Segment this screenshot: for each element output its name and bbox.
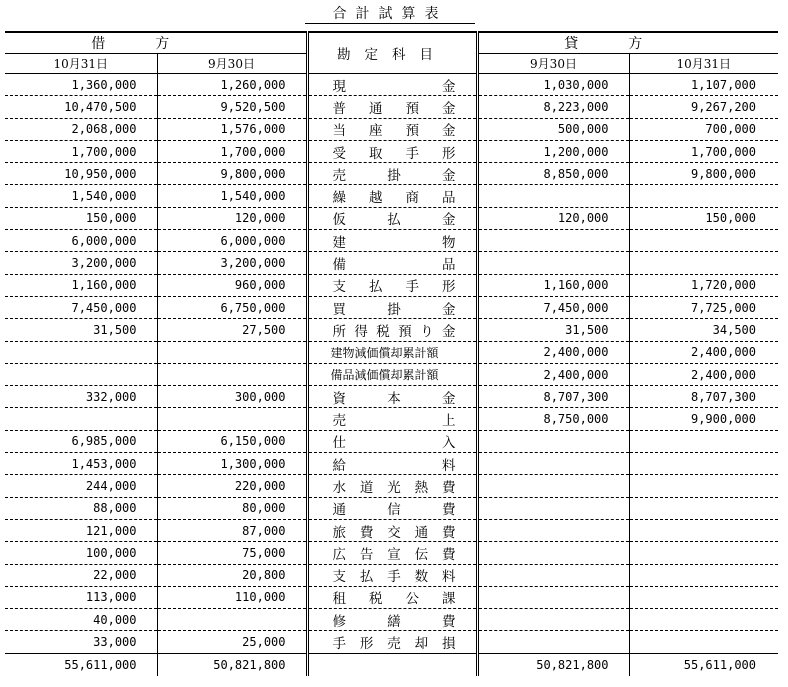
debit-sep30-cell: 6,000,000 (157, 230, 307, 252)
credit-date-sep30: 9月30日 (477, 54, 629, 74)
credit-oct31-cell: 1,700,000 (629, 140, 778, 162)
credit-sep30-cell: 1,030,000 (477, 74, 629, 96)
table-row (5, 363, 778, 385)
account-name: 買 掛 金 (332, 301, 456, 318)
debit-oct31-cell: 100,000 (5, 542, 157, 564)
account-name: 仮 払 金 (332, 212, 456, 229)
credit-oct31-cell: 2,400,000 (629, 363, 778, 385)
account-name-cell (307, 542, 477, 564)
debit-sep30-cell (157, 609, 307, 631)
credit-sep30-cell (477, 230, 629, 252)
table-row (5, 319, 778, 341)
credit-sep30-cell (477, 497, 629, 519)
table-row (5, 96, 778, 118)
account-name: 旅 費 交 通 費 (332, 524, 456, 541)
credit-sep30-cell: 8,750,000 (477, 408, 629, 430)
debit-oct31-cell: 113,000 (5, 586, 157, 608)
account-name: 備品減価償却累計額 (330, 368, 439, 382)
table-row (5, 118, 778, 140)
debit-oct31-cell: 121,000 (5, 519, 157, 541)
credit-oct31-cell: 9,900,000 (629, 408, 778, 430)
debit-sep30-cell: 6,750,000 (157, 296, 307, 318)
table-row (5, 564, 778, 586)
debit-oct31-cell: 150,000 (5, 207, 157, 229)
debit-oct31-cell: 10,950,000 (5, 163, 157, 185)
account-name-cell (307, 363, 477, 385)
account-name-cell (307, 319, 477, 341)
account-name: 資 本 金 (332, 390, 456, 407)
account-name: 仕 入 (332, 435, 456, 452)
credit-oct31-cell: 34,500 (629, 319, 778, 341)
account-name: 支 払 手 形 (332, 279, 456, 296)
credit-date-oct31: 10月31日 (629, 54, 778, 74)
debit-date-oct31: 10月31日 (5, 54, 157, 74)
account-name-cell (307, 118, 477, 140)
credit-sep30-cell: 2,400,000 (477, 341, 629, 363)
account-name: 当 座 預 金 (332, 123, 456, 140)
table-row (5, 296, 778, 318)
account-name-cell (307, 430, 477, 452)
table-row (5, 163, 778, 185)
credit-sep30-cell (477, 475, 629, 497)
credit-sep30-cell: 31,500 (477, 319, 629, 341)
table-row (5, 252, 778, 274)
account-name-cell (307, 230, 477, 252)
account-name-cell (307, 497, 477, 519)
table-row (5, 586, 778, 608)
debit-oct31-cell: 88,000 (5, 497, 157, 519)
credit-sep30-cell: 2,400,000 (477, 363, 629, 385)
account-name-cell (307, 386, 477, 408)
account-name-cell (307, 163, 477, 185)
account-name-cell (307, 631, 477, 653)
account-name-cell (307, 274, 477, 296)
account-name-cell (307, 140, 477, 162)
debit-sep30-cell (157, 408, 307, 430)
debit-oct31-cell (5, 341, 157, 363)
credit-oct31-cell: 700,000 (629, 118, 778, 140)
table-row (5, 408, 778, 430)
credit-oct31-cell: 9,800,000 (629, 163, 778, 185)
credit-oct31-cell (629, 453, 778, 475)
debit-oct31-cell: 1,160,000 (5, 274, 157, 296)
credit-sep30-cell (477, 519, 629, 541)
credit-oct31-cell: 9,267,200 (629, 96, 778, 118)
account-name-cell (307, 74, 477, 96)
account-name: 受 取 手 形 (332, 145, 456, 162)
table-row (5, 74, 778, 96)
debit-sep30-cell: 6,150,000 (157, 430, 307, 452)
credit-oct31-cell: 1,720,000 (629, 274, 778, 296)
credit-sep30-cell (477, 185, 629, 207)
table-row (5, 542, 778, 564)
credit-oct31-cell: 8,707,300 (629, 386, 778, 408)
debit-oct31-cell: 40,000 (5, 609, 157, 631)
credit-oct31-cell: 1,107,000 (629, 74, 778, 96)
account-name: 通 信 費 (332, 502, 456, 519)
debit-oct31-cell: 3,200,000 (5, 252, 157, 274)
debit-sep30-cell: 20,800 (157, 564, 307, 586)
credit-oct31-cell (629, 519, 778, 541)
total-debit-oct31: 55,611,000 (5, 653, 157, 675)
debit-oct31-cell (5, 408, 157, 430)
account-name: 広 告 宣 伝 費 (332, 546, 456, 563)
debit-oct31-cell (5, 363, 157, 385)
credit-oct31-cell (629, 609, 778, 631)
credit-sep30-cell: 7,450,000 (477, 296, 629, 318)
debit-sep30-cell (157, 341, 307, 363)
debit-sep30-cell: 9,520,500 (157, 96, 307, 118)
credit-sep30-cell: 8,850,000 (477, 163, 629, 185)
account-name: 水 道 光 熱 費 (332, 479, 456, 496)
total-credit-sep30: 50,821,800 (477, 653, 629, 675)
table-row (5, 140, 778, 162)
table-row (5, 609, 778, 631)
credit-oct31-cell (629, 430, 778, 452)
credit-sep30-cell: 1,160,000 (477, 274, 629, 296)
debit-oct31-cell: 332,000 (5, 386, 157, 408)
debit-sep30-cell: 1,700,000 (157, 140, 307, 162)
debit-sep30-cell: 75,000 (157, 542, 307, 564)
debit-oct31-cell: 33,000 (5, 631, 157, 653)
account-name-cell (307, 207, 477, 229)
credit-oct31-cell: 7,725,000 (629, 296, 778, 318)
account-name-cell (307, 519, 477, 541)
table-row (5, 430, 778, 452)
debit-oct31-cell: 1,540,000 (5, 185, 157, 207)
credit-oct31-cell (629, 631, 778, 653)
page-title: 合計試算表 (305, 4, 475, 24)
debit-sep30-cell: 1,576,000 (157, 118, 307, 140)
debit-sep30-cell: 110,000 (157, 586, 307, 608)
account-name: 普 通 預 金 (332, 100, 456, 117)
total-credit-oct31: 55,611,000 (629, 653, 778, 675)
account-name: 給 料 (332, 457, 456, 474)
account-name: 手 形 売 却 損 (332, 636, 456, 653)
table-row (5, 274, 778, 296)
debit-oct31-cell: 31,500 (5, 319, 157, 341)
debit-sep30-cell: 300,000 (157, 386, 307, 408)
account-name: 建 物 (332, 234, 456, 251)
credit-sep30-cell: 8,707,300 (477, 386, 629, 408)
account-name-cell (307, 586, 477, 608)
debit-oct31-cell: 22,000 (5, 564, 157, 586)
debit-oct31-cell: 1,700,000 (5, 140, 157, 162)
table-row (5, 519, 778, 541)
account-name-cell (307, 296, 477, 318)
credit-header: 貸方 (477, 32, 778, 54)
debit-sep30-cell (157, 363, 307, 385)
table-body (5, 74, 778, 676)
account-name-cell (307, 252, 477, 274)
debit-oct31-cell: 6,000,000 (5, 230, 157, 252)
credit-sep30-cell: 500,000 (477, 118, 629, 140)
credit-sep30-cell (477, 631, 629, 653)
debit-oct31-cell: 10,470,500 (5, 96, 157, 118)
credit-oct31-cell (629, 230, 778, 252)
account-name-cell (307, 453, 477, 475)
table-row (5, 475, 778, 497)
debit-oct31-cell: 1,360,000 (5, 74, 157, 96)
account-name-cell (307, 475, 477, 497)
debit-oct31-cell: 7,450,000 (5, 296, 157, 318)
account-header: 勘定科目 (307, 32, 477, 74)
debit-oct31-cell: 1,453,000 (5, 453, 157, 475)
debit-sep30-cell: 25,000 (157, 631, 307, 653)
credit-oct31-cell (629, 497, 778, 519)
credit-oct31-cell: 2,400,000 (629, 341, 778, 363)
credit-sep30-cell (477, 564, 629, 586)
account-name-cell (307, 408, 477, 430)
table-row (5, 497, 778, 519)
account-name: 売 上 (332, 413, 456, 430)
account-name-cell (307, 185, 477, 207)
debit-sep30-cell: 9,800,000 (157, 163, 307, 185)
debit-sep30-cell: 1,260,000 (157, 74, 307, 96)
debit-sep30-cell: 87,000 (157, 519, 307, 541)
account-name: 売 掛 金 (332, 167, 456, 184)
credit-oct31-cell: 150,000 (629, 207, 778, 229)
credit-sep30-cell (477, 609, 629, 631)
credit-sep30-cell: 8,223,000 (477, 96, 629, 118)
debit-sep30-cell: 1,300,000 (157, 453, 307, 475)
total-debit-sep30: 50,821,800 (157, 653, 307, 675)
credit-oct31-cell (629, 542, 778, 564)
debit-oct31-cell: 6,985,000 (5, 430, 157, 452)
totals-row (5, 653, 778, 675)
debit-oct31-cell: 2,068,000 (5, 118, 157, 140)
account-name: 繰 越 商 品 (332, 190, 456, 207)
account-name-cell (307, 96, 477, 118)
debit-sep30-cell: 220,000 (157, 475, 307, 497)
debit-sep30-cell: 960,000 (157, 274, 307, 296)
credit-sep30-cell (477, 542, 629, 564)
credit-oct31-cell (629, 564, 778, 586)
account-name: 現 金 (332, 78, 456, 95)
debit-oct31-cell: 244,000 (5, 475, 157, 497)
table-row (5, 185, 778, 207)
table-row (5, 230, 778, 252)
debit-sep30-cell: 27,500 (157, 319, 307, 341)
account-name: 租 税 公 課 (332, 591, 456, 608)
credit-oct31-cell (629, 185, 778, 207)
table-row (5, 631, 778, 653)
table-row (5, 207, 778, 229)
account-name-cell (307, 564, 477, 586)
trial-balance-table (5, 31, 778, 676)
account-name: 支 払 手 数 料 (332, 569, 456, 586)
account-name: 修 繕 費 (332, 613, 456, 630)
credit-sep30-cell: 1,200,000 (477, 140, 629, 162)
account-name: 建物減価償却累計額 (330, 345, 439, 360)
account-name: 備 品 (332, 257, 456, 274)
account-name-cell (307, 609, 477, 631)
table-row (5, 341, 778, 363)
debit-header: 借方 (5, 32, 307, 54)
credit-sep30-cell (477, 586, 629, 608)
credit-sep30-cell: 120,000 (477, 207, 629, 229)
total-account-blank (307, 653, 477, 675)
credit-sep30-cell (477, 430, 629, 452)
credit-oct31-cell (629, 475, 778, 497)
table-row (5, 453, 778, 475)
debit-sep30-cell: 1,540,000 (157, 185, 307, 207)
debit-date-sep30: 9月30日 (157, 54, 307, 74)
debit-sep30-cell: 120,000 (157, 207, 307, 229)
credit-oct31-cell (629, 586, 778, 608)
debit-sep30-cell: 80,000 (157, 497, 307, 519)
credit-oct31-cell (629, 252, 778, 274)
credit-sep30-cell (477, 453, 629, 475)
debit-sep30-cell: 3,200,000 (157, 252, 307, 274)
credit-sep30-cell (477, 252, 629, 274)
table-row (5, 386, 778, 408)
account-name: 所 得 税 預 り 金 (332, 323, 456, 340)
account-name-cell (307, 341, 477, 363)
